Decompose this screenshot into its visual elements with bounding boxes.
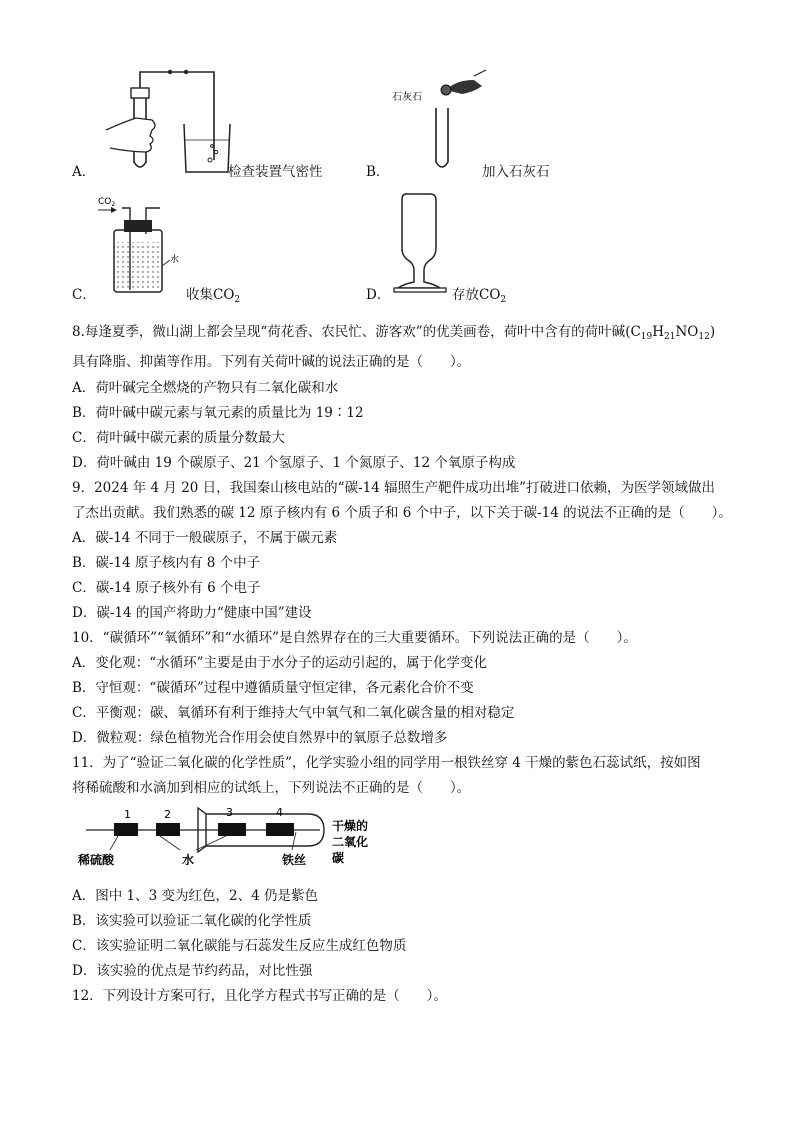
water-label: 水: [170, 255, 180, 265]
figure-collect-co2: [96, 190, 196, 296]
q8-stem-line2: 具有降脂、抑菌等作用。下列有关荷叶碱的说法正确的是（ ）。: [72, 354, 471, 370]
q10-option-d: D．微粒观：绿色植物光合作用会使自然界中的氧原子总数增多: [72, 730, 448, 746]
q7-option-b-caption: 加入石灰石: [482, 164, 550, 180]
litmus-paper-2: [156, 823, 180, 836]
limestone-label: 石灰石: [392, 92, 422, 103]
q10-option-b: B．守恒观：“碳循环”过程中遵循质量守恒定律，各元素化合价不变: [72, 680, 474, 696]
q10-option-a: A．变化观：“水循环”主要是由于水分子的运动引起的，属于化学变化: [72, 655, 488, 671]
iron-wire-label: 铁丝: [282, 853, 307, 867]
q7-option-b-letter: B．: [366, 164, 390, 180]
gas-label-line1: 干燥的: [332, 819, 369, 833]
paper-number-3: 3: [226, 806, 233, 819]
figure-add-limestone: [390, 62, 490, 174]
q8-formula: $(C_{19}H_{21}NO_{12})$: [625, 324, 716, 342]
acid-label: 稀硫酸: [78, 853, 115, 867]
litmus-paper-4: [266, 823, 294, 836]
paper-number-1: 1: [124, 808, 131, 821]
q8-option-c: C．荷叶碱中碳元素的质量分数最大: [72, 430, 285, 446]
q7-option-a-letter: A．: [72, 164, 96, 180]
q7-option-d-letter: D．: [366, 287, 391, 303]
q10-stem-line1: 10．“碳循环”“氧循环”和“水循环”是自然界存在的三大重要循环。下列说法正确的是（ ）。: [72, 630, 637, 646]
q11-stem-line2: 将稀硫酸和水滴加到相应的试纸上，下列说法不正确的是（ ）。: [72, 780, 471, 796]
q8-option-d: D．荷叶碱由 19 个碳原子、21 个氢原子、1 个氮原子、12 个氧原子构成: [72, 455, 516, 471]
gas-label-line3: 碳: [332, 851, 345, 865]
q9-stem-line1: 9．2024 年 4 月 20 日，我国秦山核电站的“碳-14 辐照生产靶件成功出堆”打破进口依赖，为医学领域做出: [72, 480, 716, 496]
q9-option-d: D．碳-14 的国产将助力“健康中国”建设: [72, 605, 312, 621]
litmus-paper-3: [218, 823, 246, 836]
litmus-paper-1: [114, 823, 138, 836]
q9-option-a: A．碳-14 不同于一般碳原子，不属于碳元素: [72, 530, 338, 546]
q8-stem-line1: 8.每逢夏季，微山湖上都会呈现“荷花香、农民忙、游客欢”的优美画卷，荷叶中含有的荷叶碱$(C_{19}H_{21}NO_{12})$: [72, 324, 716, 342]
q9-option-b: B．碳-14 原子核内有 8 个中子: [72, 555, 261, 571]
q7-option-c-caption: 收集$CO_2$: [186, 287, 241, 305]
q7-option-a-caption: 检查装置气密性: [228, 164, 323, 180]
paper-number-4: 4: [276, 806, 283, 819]
q10-option-c: C．平衡观：碳、氧循环有利于维持大气中氧气和二氧化碳含量的相对稳定: [72, 705, 515, 721]
figure-airtightness-check: [96, 64, 236, 180]
q7-option-d-caption: 存放$CO_2$: [452, 287, 507, 305]
q9-stem-line2: 了杰出贡献。我们熟悉的碳 12 原子核内有 6 个质子和 6 个中子，以下关于碳-14 的说法不正确的是（ ）。: [72, 505, 732, 521]
gas-label-line2: 二氧化: [332, 835, 369, 849]
figure-litmus-experiment: [76, 800, 396, 880]
q11-option-a: A．图中 1、3 变为红色，2、4 仍是紫色: [72, 888, 318, 904]
figure-store-co2: [390, 190, 450, 298]
water-drop-label: 水: [182, 853, 195, 867]
paper-number-2: 2: [164, 808, 171, 821]
q11-option-d: D．该实验的优点是节约药品，对比性强: [72, 963, 313, 979]
q7-option-c-letter: C．: [72, 287, 96, 303]
q11-option-b: B．该实验可以验证二氧化碳的化学性质: [72, 913, 312, 929]
q8-option-a: A．荷叶碱完全燃烧的产物只有二氧化碳和水: [72, 380, 339, 396]
q11-option-c: C．该实验证明二氧化碳能与石蕊发生反应生成红色物质: [72, 938, 407, 954]
q11-stem-line1: 11．为了“验证二氧化碳的化学性质”，化学实验小组的同学用一根铁丝穿 4 干燥的紫色石蕊试纸，按如图: [72, 755, 701, 771]
q9-option-c: C．碳-14 原子核外有 6 个电子: [72, 580, 261, 596]
q8-option-b: B．荷叶碱中碳元素与氧元素的质量比为 19∶12: [72, 405, 364, 421]
q12-stem-line1: 12．下列设计方案可行，且化学方程式书写正确的是（ ）。: [72, 988, 447, 1004]
co2-gas-label: $CO_2$: [98, 197, 116, 208]
